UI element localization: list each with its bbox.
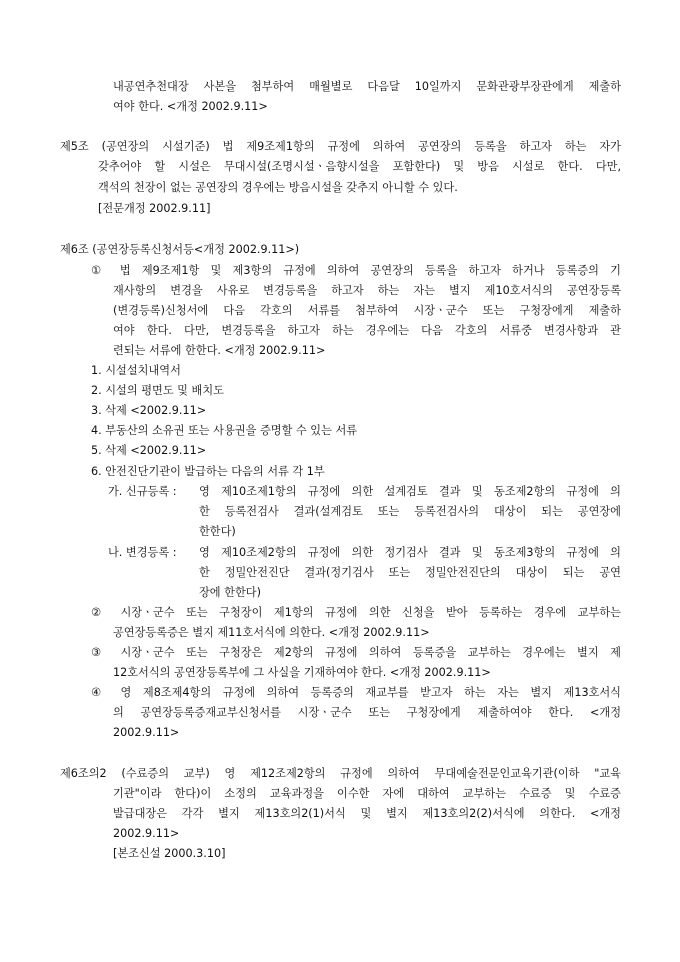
sub-item-new-line-2: 한 등록전검사 결과(설계검토 또는 등록전검사의 대상이 되는 공연장에: [199, 505, 621, 518]
list-item: 2. 시설의 평면도 및 배치도: [91, 384, 224, 397]
article-5-heading: 제5조 (공연장의 시설기준) 법 제9조제1항의 규정에 의하여 공연장의 등록을 하고자 하는 자가: [60, 140, 621, 153]
article-6-p1-line-3: (변경등록)신청서에 다음 각호의 서류를 첨부하여 시장ㆍ군수 또는 구청장에게 제출하: [113, 304, 621, 317]
article-6-p4-line-3: 2002.9.11>: [113, 726, 180, 739]
article-5-note: [전문개정 2002.9.11]: [98, 202, 211, 215]
article-6-heading: 제6조 (공연장등록신청서등<개정 2002.9.11>): [60, 243, 300, 256]
article-6-2-line-3: 발급대장은 각각 별지 제13호의2(1)서식 및 별지 제13호의2(2)서식에 의한다. <개정: [113, 807, 621, 820]
article-5-line-2: 갖추어야 할 시설은 무대시설(조명시설ㆍ음향시설을 포함한다) 및 방음 시설로 한다. 다만,: [98, 160, 621, 173]
article-6-p3-line-1: ③ 시장ㆍ군수 또는 구청장은 제2항의 규정에 의하여 등록증을 교부하는 경우에는 별지 제: [91, 646, 621, 659]
sub-item-change-line-2: 한 정밀안전진단 결과(정기검사 또는 정밀안전진단의 대상이 되는 공연: [199, 566, 621, 579]
intro-line-2: 여야 한다. <개정 2002.9.11>: [113, 100, 268, 113]
sub-item-new-line-3: 한한다): [199, 525, 236, 538]
list-item: 5. 삭제 <2002.9.11>: [91, 444, 207, 457]
article-6-p2-line-2: 공연장등록증은 별지 제11호서식에 의한다. <개정 2002.9.11>: [113, 626, 430, 639]
sub-item-label-change-registration: 나. 변경등록 :: [108, 546, 177, 559]
article-6-2-note: [본조신설 2000.3.10]: [113, 847, 226, 860]
article-6-p1-line-4: 여야 한다. 다만, 변경등록을 하고자 하는 경우에는 다음 각호의 서류중 변경사항과 관: [113, 324, 621, 337]
sub-item-change-line-3: 장에 한한다): [199, 586, 261, 599]
sub-item-change-line-1: 영 제10조제2항의 규정에 의한 정기검사 결과 및 동조제3항의 규정에 의: [199, 546, 621, 559]
article-6-p1-line-2: 재사항의 변경을 사유로 변경등록을 하고자 하는 자는 별지 제10호서식의 공연장등록: [113, 284, 621, 297]
intro-line-1: 내공연추천대장 사본을 첨부하여 매월별로 다음달 10일까지 문화관광부장관에게 제출하: [113, 80, 621, 93]
article-6-2-line-2: 기관"이라 한다)이 소정의 교육과정을 이수한 자에 대하여 교부하는 수료증 및 수료증: [113, 787, 621, 800]
article-6-p4-line-1: ④ 영 제8조제4항의 규정에 의하여 등록증의 재교부를 받고자 하는 자는 별지 제13호서식: [91, 686, 621, 699]
list-item: 6. 안전진단기관이 발급하는 다음의 서류 각 1부: [91, 465, 325, 478]
article-6-p3-line-2: 12호서식의 공연장등록부에 그 사실을 기재하여야 한다. <개정 2002.9.11>: [113, 666, 491, 679]
article-5-line-3: 객석의 천장이 없는 공연장의 경우에는 방음시설을 갖추지 아니할 수 있다.: [98, 181, 458, 194]
article-6-p1-line-1: ① 법 제9조제1항 및 제3항의 규정에 의하여 공연장의 등록을 하고자 하거나 등록증의 기: [91, 264, 621, 277]
article-6-2-line-4: 2002.9.11>: [113, 827, 180, 840]
article-6-p4-line-2: 의 공연장등록증재교부신청서를 시장ㆍ군수 또는 구청장에게 제출하여야 한다. <개정: [113, 706, 621, 719]
list-item: 1. 시설설치내역서: [91, 364, 181, 377]
article-6-2-heading: 제6조의2 (수료증의 교부) 영 제12조제2항의 규정에 의하여 무대예술전문인교육기관(이하 "교육: [60, 767, 621, 780]
list-item: 4. 부동산의 소유권 또는 사용권을 증명할 수 있는 서류: [91, 424, 358, 437]
list-item: 3. 삭제 <2002.9.11>: [91, 404, 207, 417]
article-6-p1-line-5: 련되는 서류에 한한다. <개정 2002.9.11>: [113, 344, 326, 357]
sub-item-label-new-registration: 가. 신규등록 :: [108, 485, 177, 498]
sub-item-new-line-1: 영 제10조제1항의 규정에 의한 설계검토 결과 및 동조제2항의 규정에 의: [199, 485, 621, 498]
article-6-p2-line-1: ② 시장ㆍ군수 또는 구청장이 제1항의 규정에 의한 신청을 받아 등록하는 경우에 교부하는: [91, 606, 621, 619]
